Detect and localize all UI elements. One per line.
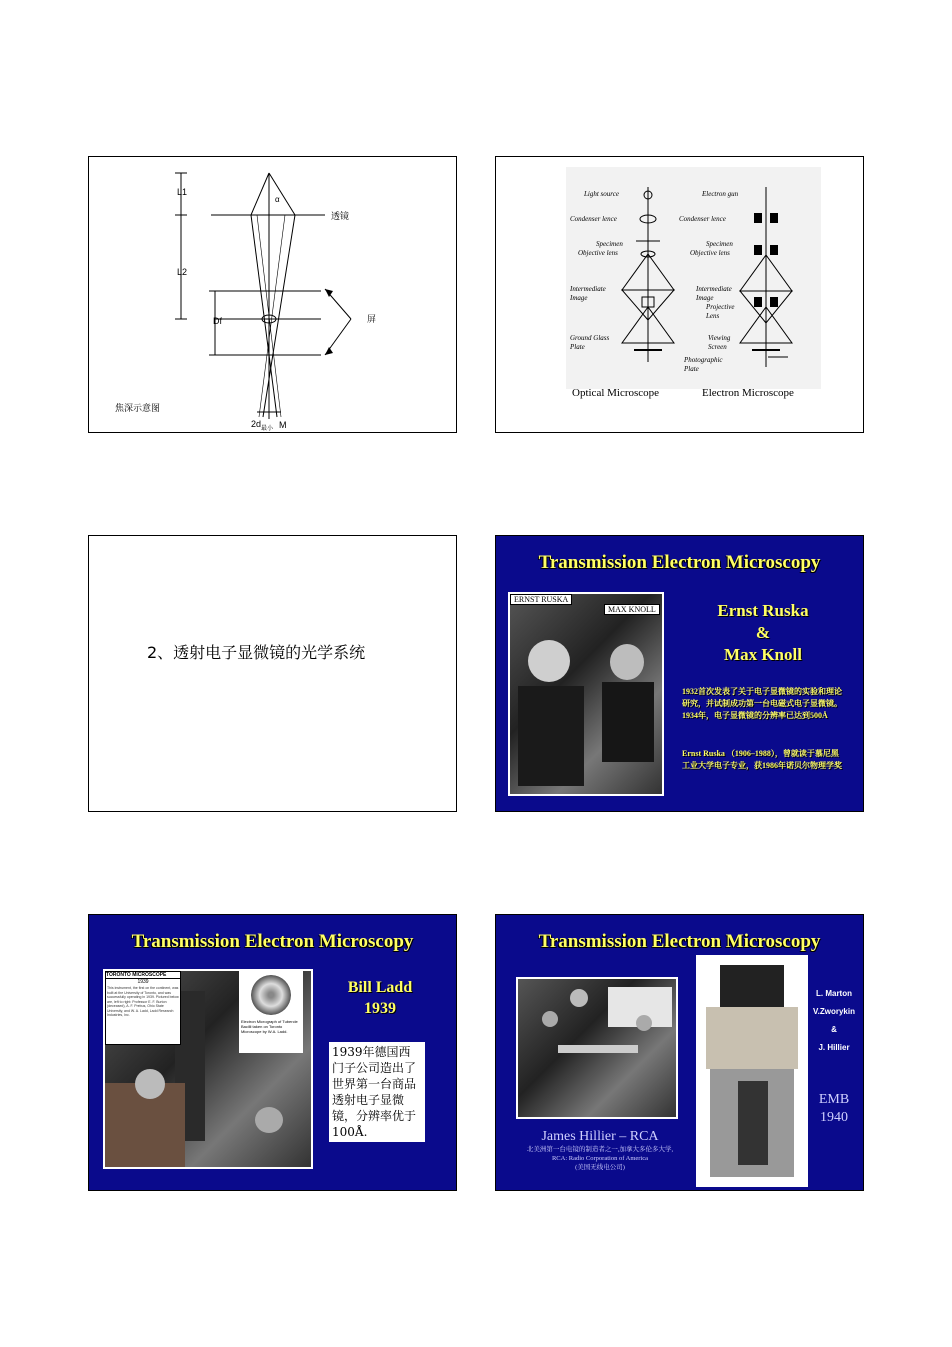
names-block (688, 600, 838, 666)
emb-label (806, 1091, 862, 1127)
microscope-top (720, 965, 784, 1007)
microscope-column-dark (738, 1081, 768, 1165)
ladd-year: 1939 (364, 1000, 396, 1017)
label-df: Df (213, 316, 222, 326)
caption-sub3: (美国无线电公司) (575, 1164, 625, 1171)
electron-label-image: Image (696, 294, 714, 302)
electron-label-projective: Projective (706, 303, 735, 311)
micrograph-image (251, 975, 291, 1015)
caption-main: James Hillier – RCA (541, 1129, 659, 1144)
micrograph-card (239, 971, 303, 1053)
optical-label-light-source: Light source (584, 190, 619, 198)
slide-bill-ladd (88, 914, 457, 1191)
caption-optical: Optical Microscope (572, 387, 660, 399)
emb-text: EMB (818, 1092, 850, 1107)
optical-label-objective: Objective lens (578, 249, 618, 257)
electron-label-specimen: Specimen (706, 240, 733, 248)
optical-label-image: Image (570, 294, 588, 302)
name-ampersand: & (755, 623, 771, 642)
inset-info-card (105, 971, 181, 1045)
ladd-name: Bill Ladd (347, 979, 413, 996)
inset-year: 1939 (137, 979, 149, 985)
hillier-caption (500, 1129, 700, 1172)
emb-microscope-photo (696, 955, 808, 1187)
ruska-face (528, 640, 570, 682)
label-m: M (279, 420, 287, 430)
depth-of-focus-diagram (89, 157, 457, 433)
label-screen: 屏 (367, 315, 377, 325)
name-ampersand: & (831, 1025, 837, 1034)
electron-label-intermediate: Intermediate (696, 285, 732, 293)
siemens-note: 1939年德国西门子公司造出了世界第一台商品透射电子显微镜，分辨率优于100Å. (329, 1042, 425, 1142)
label-alpha: α (275, 195, 280, 204)
electron-label-lens: Lens (706, 312, 720, 320)
optical-label-plate: Plate (570, 343, 585, 351)
electron-label-screen: Screen (708, 343, 727, 351)
slide-depth-of-focus (88, 156, 457, 433)
hillier-photo (516, 977, 678, 1119)
desk (558, 1045, 638, 1053)
optical-label-specimen: Specimen (596, 240, 623, 248)
inset-title: TORONTO MICROSCOPE (106, 972, 180, 979)
person-face-left (135, 1069, 165, 1099)
slide-microscope-comparison (495, 156, 864, 433)
seated-right-face (636, 1015, 652, 1031)
caption-sub1: 北美洲第一台电镜的制造者之一,加拿大多伦多大学, (526, 1146, 674, 1153)
electron-label-objective: Objective lens (690, 249, 730, 257)
electron-label-photographic: Photographic (684, 356, 723, 364)
ruska-bio-paragraph: Ernst Ruska （1906–1988），曾就读于慕尼黑工业大学电子专业，获1986年诺贝尔物理学奖 (682, 749, 842, 770)
microscope-comparison-diagram (496, 157, 864, 433)
label-l2: L2 (177, 267, 188, 277)
label-l1: L1 (177, 187, 188, 197)
name-zworykin: V.Zworykin (813, 1007, 855, 1016)
standing-face (570, 989, 588, 1007)
electron-label-condenser: Condenser lence (679, 215, 726, 223)
name-ruska: Ernst Ruska (717, 601, 809, 620)
history-paragraph: 1932首次发表了关于电子显微镜的实验和理论研究，并试制成功第一台电磁式电子显微镜。1934年，电子显微镜的分辨率已达到500Å (682, 687, 842, 720)
optical-label-condenser: Condenser lence (570, 215, 617, 223)
name-marton: L. Marton (816, 989, 852, 998)
people-names (806, 985, 862, 1057)
caption-sub2: RCA: Radio Corporation of America (551, 1155, 649, 1162)
slide-ruska-knoll (495, 535, 864, 812)
slide-hillier-rca (495, 914, 864, 1191)
seated-left-face (542, 1011, 558, 1027)
person-face-right (255, 1107, 283, 1133)
electron-label-plate: Plate (684, 365, 699, 373)
electron-label-viewing: Viewing (708, 334, 731, 342)
ruska-suit (518, 686, 584, 786)
section-heading: 2、透射电子显微镜的光学系统 (147, 643, 366, 662)
emb-year: 1940 (820, 1110, 848, 1125)
micrograph-caption: Electron Micrograph of Tubercle Bacilli taken on Toronto Microscope by W.A. Ladd. (241, 1019, 298, 1034)
photo-label-ruska: ERNST RUSKA (510, 594, 572, 605)
inset-text: This instrument, the first on the continent, was built at the University of Toronto, and was successfully operating in 1939. Pictured below are, left to right: Professor E. F. Burton (deceased), A. F. Prebus, Ohio State University, and W. A. Ladd, Ladd Research Industries, Inc. (107, 986, 179, 1017)
caption-electron: Electron Microscope (702, 387, 794, 399)
optical-label-intermediate: Intermediate (570, 285, 606, 293)
slide-title: Transmission Electron Microscopy (538, 552, 821, 573)
electron-label-gun: Electron gun (702, 190, 739, 198)
label-lens: 透镜 (331, 212, 350, 222)
name-knoll: Max Knoll (724, 645, 802, 664)
slide-section-heading (88, 535, 457, 812)
slide-title: Transmission Electron Microscopy (538, 931, 821, 952)
ruska-knoll-photo (508, 592, 664, 796)
slide-title: Transmission Electron Microscopy (131, 931, 414, 952)
diagram-caption: 焦深示意图 (115, 404, 161, 414)
knoll-face (610, 644, 644, 680)
name-hillier: J. Hillier (818, 1043, 850, 1052)
label-dmin: $2d_{最小}$ (251, 419, 274, 432)
photo-label-knoll: MAX KNOLL (604, 604, 660, 615)
microscope-upper-panel (706, 1007, 798, 1069)
ladd-name-block (325, 977, 435, 1019)
knoll-suit (602, 682, 654, 762)
optical-label-ground-glass: Ground Glass (570, 334, 610, 342)
